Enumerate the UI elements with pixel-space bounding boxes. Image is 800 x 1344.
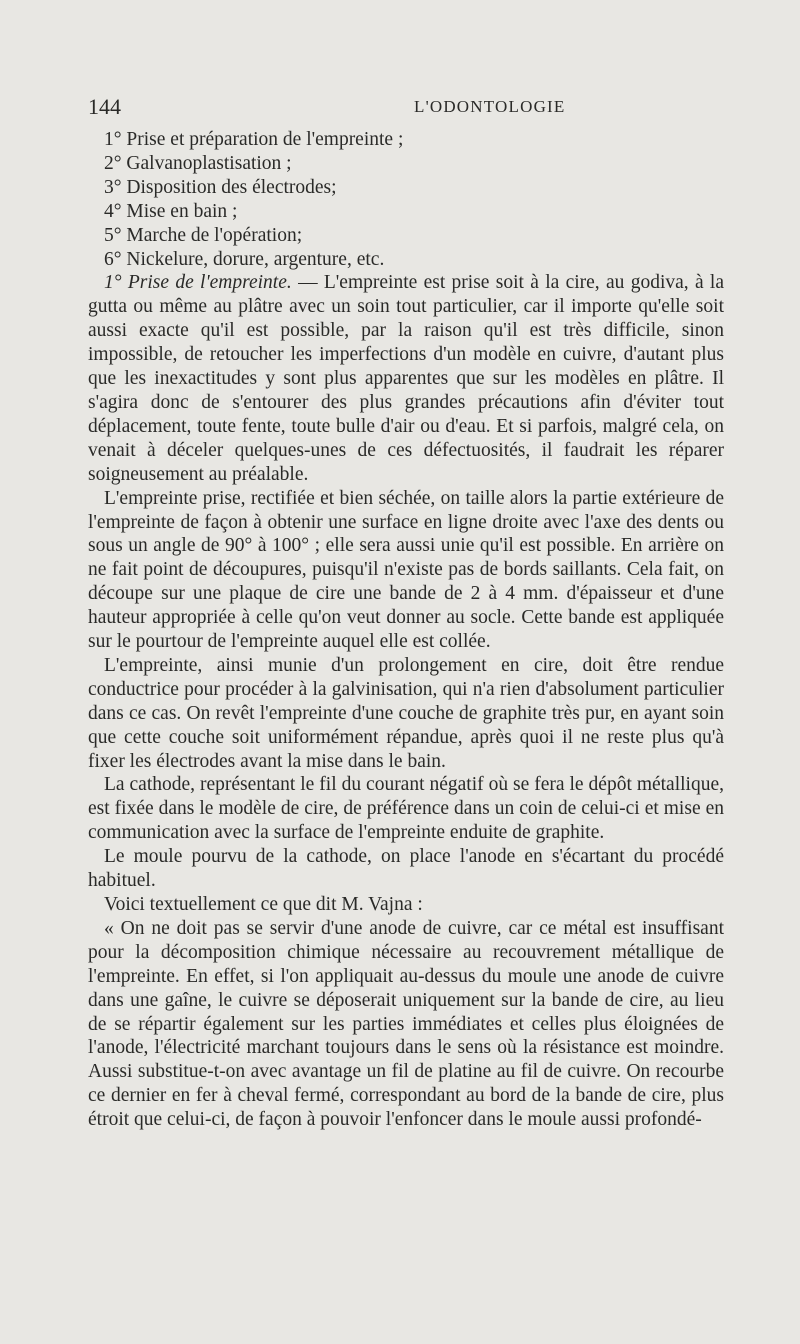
- list-item: 3° Disposition des électrodes;: [104, 176, 337, 198]
- paragraph: Voici textuellement ce que dit M. Vajna :: [104, 894, 423, 915]
- page-header: [88, 94, 724, 120]
- paragraph: L'empreinte, ainsi munie d'un prolongement en cire, doit être rendue conductrice pour procéder à la galvinisation, qui n'a rien d'absolument particulier dans ce cas. On revêt l'empreinte d'une couche de graphite très pur, en ayant soin que cette couche soit uniformément répandue, après quoi il ne reste plus qu'à fixer les électrodes avant la mise dans le bain.: [88, 654, 724, 772]
- list-item: 2° Galvanoplastisation ;: [104, 152, 292, 174]
- page-body: [88, 128, 724, 1132]
- section-heading: 1° Prise de l'empreinte.: [104, 272, 292, 294]
- paragraph-quote: « On ne doit pas se servir d'une anode de cuivre, car ce métal est insuffisant pour la décomposition chimique nécessaire au recouvrement métallique de l'empreinte. En effet, si l'on appliquait au-dessus du moule une anode de cuivre dans une gaîne, le cuivre se déposerait uniquement sur la bande de cire, au lieu de se répartir également sur les parties immédiates et celles plus éloignées de l'anode, l'électricité marchant toujours dans le sens où la résistance est moindre. Aussi substitue-t-on avec avantage un fil de platine au fil de cuivre. On recourbe ce dernier en fer à cheval fermé, correspondant au bord de la bande de cire, plus étroit que celui-ci, de façon à pouvoir l'enfoncer dans le moule aussi profondé-: [88, 917, 724, 1131]
- list-item: 6° Nickelure, dorure, argenture, etc.: [104, 248, 385, 270]
- running-title: L'ODONTOLOGIE: [414, 97, 566, 116]
- paragraph-text: — L'empreinte est prise soit à la cire, au godiva, à la gutta ou même au plâtre avec un soin tout particulier, car il importe qu'elle soit aussi exacte qu'il est possible, par la raison qu'il est très difficile, sinon impossible, de retoucher les imperfections d'un modèle en cuivre, d'autant plus que les inexactitudes y sont plus apparentes que sur les modèles en plâtre. Il s'agira donc de s'entourer des plus grandes précautions afin d'éviter tout déplacement, toute fente, toute bulle d'air ou d'eau. Et si parfois, malgré cela, on venait à déceler quelques-unes de ces défectuosités, il faudrait les réparer soigneusement au préalable.: [88, 272, 724, 485]
- paragraph: Le moule pourvu de la cathode, on place l'anode en s'écartant du procédé habituel.: [88, 846, 724, 892]
- page-number: 144: [88, 94, 121, 119]
- paragraph: L'empreinte prise, rectifiée et bien séchée, on taille alors la partie extérieure de l'empreinte de façon à obtenir une surface en ligne droite avec l'axe des dents ou sous un angle de 90° à 100° ; elle sera aussi unie qu'il est possible. En arrière on ne fait point de découpures, puisqu'il n'existe pas de bords saillants. Cela fait, on découpe sur une plaque de cire une bande de 2 à 4 mm. d'épaisseur et d'une hauteur appropriée à celle qu'on veut donner au socle. Cette bande est appliquée sur le pourtour de l'empreinte auquel elle est collée.: [88, 487, 724, 653]
- list-item: 5° Marche de l'opération;: [104, 224, 303, 246]
- paragraph-prise-empreinte: [88, 271, 724, 486]
- paragraph: La cathode, représentant le fil du courant négatif où se fera le dépôt métallique, est fixée dans le modèle de cire, de préférence dans un coin de celui-ci et mise en communication avec la surface de l'empreinte enduite de graphite.: [88, 774, 724, 844]
- list-item: 1° Prise et préparation de l'empreinte ;: [104, 129, 404, 150]
- list-item: 4° Mise en bain ;: [104, 200, 238, 222]
